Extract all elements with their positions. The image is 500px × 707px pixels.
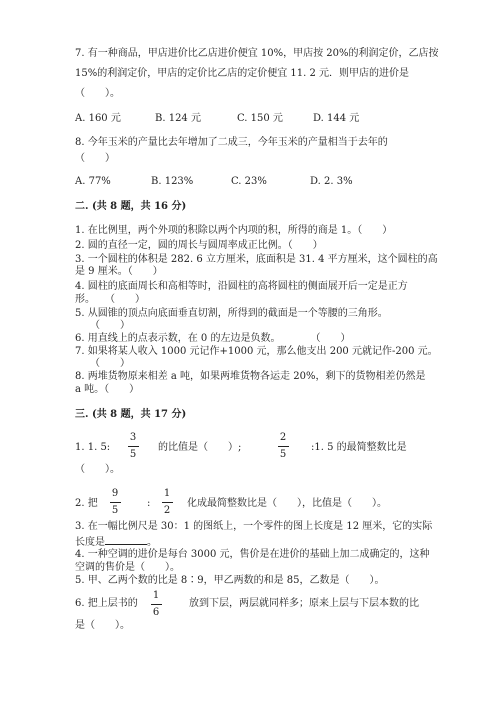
q7-option-d[interactable]: D. 144 元 (313, 113, 360, 124)
denominator: 6 (152, 607, 160, 618)
section-2-heading: 二. (共 8 题，共 16 分) (75, 201, 187, 212)
period: 。 (147, 537, 157, 548)
s2-line: 是 9 厘米。（ ） (75, 266, 163, 277)
q7-option-c[interactable]: C. 150 元 (237, 113, 283, 124)
s3-q6-fraction (149, 590, 163, 619)
denominator: 5 (279, 449, 287, 460)
s2-line: 形。 （ ） (75, 294, 145, 305)
s2-line: 6. 用直线上的点表示数，在 0 的左边是负数。 （ ） (75, 333, 351, 344)
s3-q1-fraction-2 (276, 432, 290, 461)
section-3-heading: 三. (共 8 题，共 17 分) (75, 409, 187, 420)
q8-option-b[interactable]: B. 123% (151, 176, 194, 187)
s3-q2-suffix: 化成最简整数比是（ ），比值是（ ）。 (187, 498, 387, 509)
s3-q1-line-2: （ ）。 (75, 464, 120, 475)
s2-line: （ ） (75, 320, 130, 331)
q7-line-3: （ ）。 (75, 88, 120, 99)
numerator: 1 (152, 590, 160, 601)
s3-q1-prefix: 1. 1. 5: (75, 442, 111, 453)
s2-line: （ ） (75, 358, 130, 369)
s2-line: 7. 如果将某人收入 1000 元记作+1000 元，那么他支出 200 元就记作-200 元。 (75, 346, 438, 357)
numerator: 3 (129, 432, 137, 443)
s3-q6-line-2: 是（ ）。 (75, 620, 130, 631)
s3-q2-colon: : (147, 498, 151, 509)
s2-line: 1. 在比例里，两个外项的积除以两个内项的积，所得的商是 1。（ ） (75, 225, 393, 236)
numerator: 2 (279, 432, 287, 443)
q8-option-d[interactable]: D. 2. 3% (310, 176, 353, 187)
s3-q2-fraction-1 (108, 488, 122, 517)
s3-q3-text: 长度是 (75, 537, 105, 548)
q8-option-a[interactable]: A. 77% (75, 176, 111, 187)
q7-option-a[interactable]: A. 160 元 (75, 113, 121, 124)
s2-line: 3. 一个圆柱的体积是 282. 6 立方厘米，底面积是 31. 4 平方厘米，这个圆柱的高 (75, 254, 438, 265)
answer-blank[interactable] (105, 535, 147, 545)
s3-q1-fraction-1 (126, 432, 140, 461)
s2-line: 2. 圆的直径一定，圆的周长与圆周率成正比例。（ ） (75, 240, 323, 251)
s3-q1-suffix: :1. 5 的最简整数比是 (311, 442, 407, 453)
s3-q5-line-1: 5. 甲、乙两个数的比是 8∶9，甲乙两数的和是 85，乙数是（ ）。 (75, 575, 385, 586)
denominator: 5 (111, 505, 119, 516)
q8-line-1: 8. 今年玉米的产量比去年增加了二成三，今年玉米的产量相当于去年的 (75, 137, 388, 148)
numerator: 1 (163, 488, 171, 499)
q8-option-c[interactable]: C. 23% (231, 176, 267, 187)
s3-q1-middle: 的比值是（ ）; (158, 442, 242, 453)
denominator: 2 (163, 505, 171, 516)
s2-line: 4. 圆柱的底面周长和高相等时，沿圆柱的高将圆柱的侧面展开后一定是正方 (75, 281, 408, 292)
q7-option-b[interactable]: B. 124 元 (155, 113, 201, 124)
s3-q2-fraction-2 (160, 488, 174, 517)
denominator: 5 (129, 449, 137, 460)
s3-q6-suffix: 放到下层，两层就同样多；原来上层与下层本数的比 (189, 598, 419, 609)
s2-line: a 吨。（ ） (75, 384, 140, 395)
s2-line: 5. 从圆锥的顶点向底面垂直切割，所得到的截面是一个等腰的三角形。 (75, 308, 388, 319)
q7-line-1: 7. 有一种商品，甲店进价比乙店进价便宜 10%，甲店按 20%的利润定价，乙店按 (75, 48, 439, 59)
numerator: 9 (111, 488, 119, 499)
s2-line: 8. 两堆货物原来相差 a 吨，如果两堆货物各运走 20%，剩下的货物相差仍然是 (75, 371, 426, 382)
q8-line-2: （ ） (75, 153, 115, 164)
s3-q2-prefix: 2. 把 (75, 498, 98, 509)
s3-q6-prefix: 6. 把上层书的 (75, 598, 138, 609)
s3-q3-line-1: 3. 在一幅比例尺是 30：1 的图纸上，一个零件的图上长度是 12 厘米，它的实际 (75, 521, 433, 532)
s3-q3-line-2 (75, 535, 157, 549)
s3-q4-line-2: 空调的售价是（ ）。 (75, 562, 180, 573)
s3-q4-line-1: 4. 一种空调的进价是每台 3000 元，售价是在进价的基础上加二成确定的，这种 (75, 549, 430, 560)
q7-line-2: 15%的利润定价，甲店的定价比乙店的定价便宜 11. 2 元．则甲店的进价是 (75, 68, 410, 79)
